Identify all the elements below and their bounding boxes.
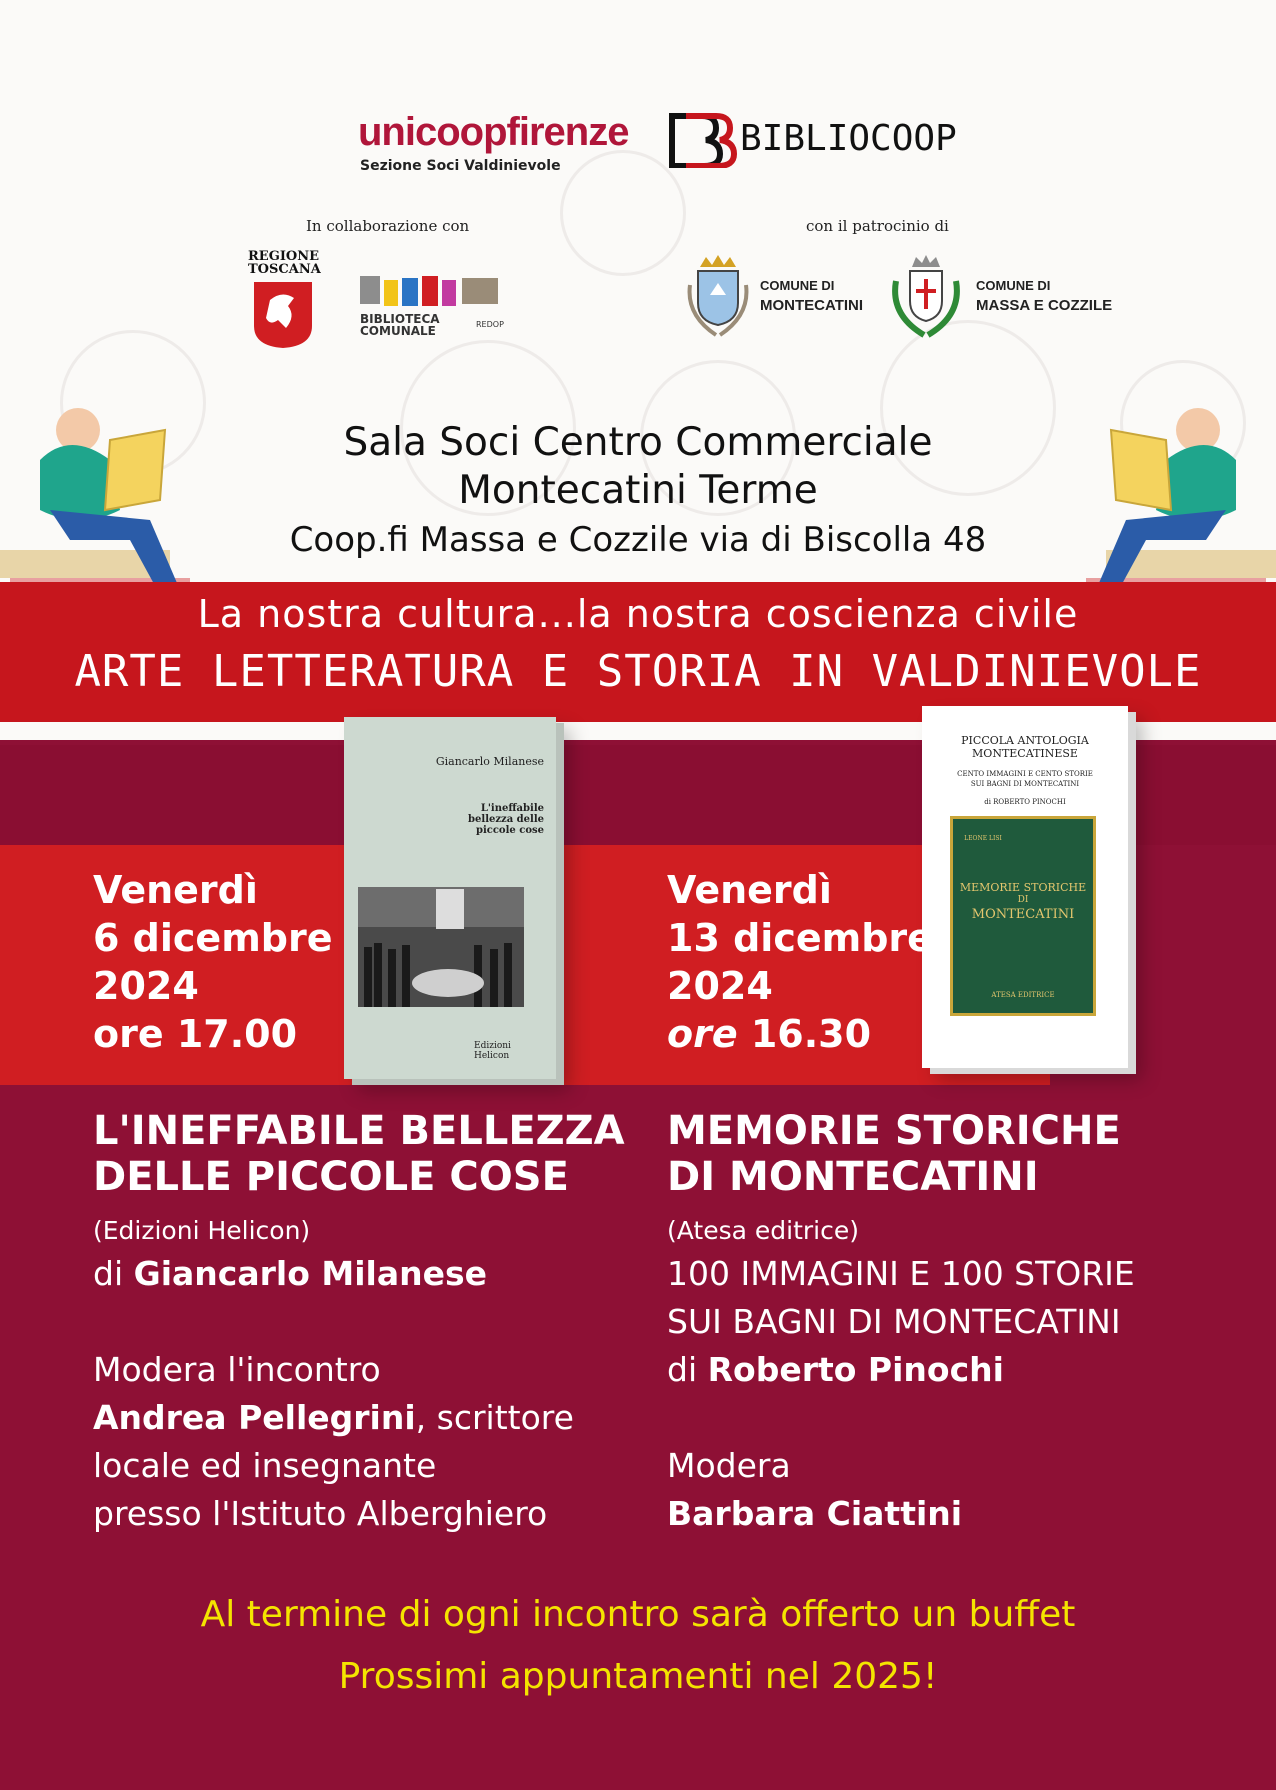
- book-cover-photo: [358, 887, 524, 1007]
- biblioteca-comunale-label: BIBLIOTECA COMUNALE: [360, 312, 440, 338]
- collaboration-label: In collaborazione con: [306, 217, 470, 235]
- event-1-publisher: (Edizioni Helicon): [93, 1216, 311, 1245]
- doodle-circle: [560, 150, 686, 276]
- event-2-subtitle: 100 IMMAGINI E 100 STORIE SUI BAGNI DI MONTECATINI di Roberto Pinochi: [667, 1254, 1135, 1389]
- venue-line-1: Sala Soci Centro Commerciale: [343, 420, 933, 465]
- footer-next-events: Prossimi appuntamenti nel 2025!: [338, 1656, 938, 1697]
- footer-buffet-note: Al termine di ogni incontro sarà offerto un buffet: [200, 1594, 1076, 1635]
- venue-line-2: Montecatini Terme: [458, 468, 818, 513]
- event-1-title: L'INEFFABILE BELLEZZA DELLE PICCOLE COSE: [93, 1108, 625, 1200]
- event-2-title: MEMORIE STORICHE DI MONTECATINI: [667, 1108, 1121, 1200]
- book-cover-inner-panel: LEONE LISI MEMORIE STORICHE DI MONTECATINI ATESA EDITRICE: [950, 816, 1096, 1016]
- book-cover-memorie: PICCOLA ANTOLOGIA MONTECATINESE CENTO IMMAGINI E CENTO STORIE SUI BAGNI DI MONTECATINI di ROBERTO PINOCHI LEONE LISI MEMORIE STORICHE DI MONTECATINI ATESA EDITRICE: [922, 706, 1128, 1068]
- montecatini-coat-of-arms-icon: [686, 255, 750, 341]
- comune-massa-cozzile-label: COMUNE DI MASSA E COZZILE: [976, 278, 1113, 314]
- bibliocoop-logo: BIBLIOCOOP: [740, 118, 957, 159]
- event-1-author: di Giancarlo Milanese: [93, 1254, 487, 1293]
- event-1-moderator: Modera l'incontro Andrea Pellegrini, scrittore locale ed insegnante presso l'Istituto Alberghiero: [93, 1350, 574, 1533]
- redop-label: REDOP: [476, 320, 504, 329]
- regione-toscana-shield-icon: [252, 280, 314, 350]
- unicoop-logo: unicoopfirenze: [358, 110, 629, 154]
- banner-headline: ARTE LETTERATURA E STORIA IN VALDINIEVOLE: [74, 646, 1202, 697]
- unicoop-subtitle: Sezione Soci Valdinievole: [360, 158, 561, 174]
- event-2-date: Venerdì 13 dicembre 2024 ore 16.30: [667, 868, 933, 1056]
- bibliocoop-icon: [668, 112, 738, 168]
- book-cover-ineffabile: Giancarlo Milanese L'ineffabile bellezza delle piccole cose Edizioni Helicon: [344, 717, 556, 1079]
- event-2-publisher: (Atesa editrice): [667, 1216, 859, 1245]
- event-2-moderator: Modera Barbara Ciattini: [667, 1446, 963, 1533]
- event-1-date: Venerdì 6 dicembre 2024 ore 17.00: [93, 868, 333, 1056]
- patronage-label: con il patrocinio di: [806, 217, 949, 235]
- comune-montecatini-label: COMUNE DI MONTECATINI: [760, 278, 864, 314]
- regione-toscana-label: REGIONE TOSCANA: [248, 249, 321, 277]
- banner-tagline: La nostra cultura...la nostra coscienza civile: [197, 592, 1079, 636]
- venue-address: Coop.fi Massa e Cozzile via di Biscolla 48: [289, 520, 987, 560]
- massa-cozzile-coat-of-arms-icon: [890, 255, 962, 341]
